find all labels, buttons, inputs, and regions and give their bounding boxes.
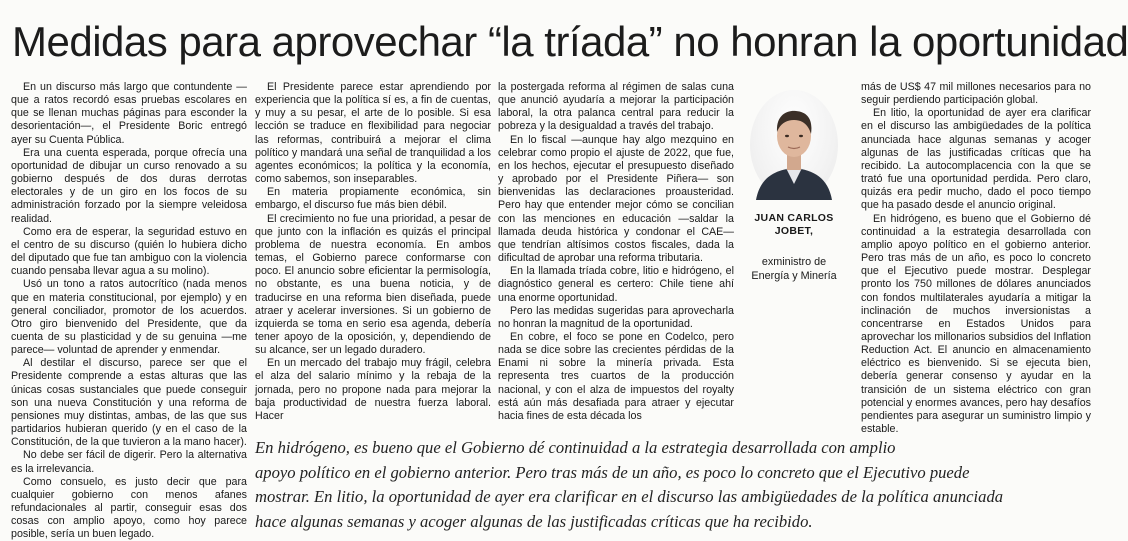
paragraph: Pero las medidas sugeridas para aprovecharla no honran la magnitud de la oportunidad. [498, 304, 734, 330]
pull-quote-line: mostrar. En litio, la oportunidad de ayer era clarificar en el discurso las ambigüedades de la política anunciada [255, 487, 1004, 506]
article-column-1 [11, 81, 247, 541]
pull-quote-line: En hidrógeno, es bueno que el Gobierno dé continuidad a la estrategia desarrollada con amplio [255, 438, 896, 457]
author-role-line: Energía y Minería [751, 269, 837, 282]
paragraph: El crecimiento no fue una prioridad, a pesar de que junto con la inflación es quizás el principal problema de nuestra economía. En ambos temas, el Gobierno parece conformarse con poco. El anuncio sobre eficientar la permisología, no obstante, es una buena noticia, y de traducirse en una reforma bien diseñada, puede atraer y acelerar inversiones. Si un gobierno de izquierda se toma en serio esa agenda, debería tener apoyo de la oposición, y, dependiendo de su alcance, ser un legado duradero. [255, 212, 491, 357]
paragraph: En la llamada tríada cobre, litio e hidrógeno, el diagnóstico general es certero: Chile tiene ahí una enorme oportunidad. [498, 265, 734, 304]
paragraph: En litio, la oportunidad de ayer era clarificar en el discurso las ambigüedades de la política anunciada hace algunas semanas y acoger algunas de las justificadas críticas que ha recibido. La autocomplacencia con la que se trató fue una oportunidad perdida. Pero claro, quizás era pedir mucho, dado el poco tiempo que ha pasado desde el anuncio original. [861, 107, 1091, 212]
author-box [735, 90, 853, 283]
author-role [735, 256, 853, 283]
author-role-line: exministro de [761, 256, 827, 268]
headline: Medidas para aprovechar “la tríada” no honran la oportunidad [12, 18, 1128, 65]
paragraph: En cobre, el foco se pone en Codelco, pero nada se dice sobre las crecientes pérdidas de la Enami ni sobre la minería privada. Esta representa tres cuartos de la producción nacional, y con el alza de impuestos del royalty está aún más desafiada para atraer y ejecutar hacia fines de esta década los [498, 330, 734, 422]
paragraph: Al destilar el discurso, parece ser que el Presidente comprende a estas alturas que las únicas cosas sustanciales que puede conseguir son una nueva Constitución y una reforma de pensiones muy distintas, ambas, de las que sus partidarios hubieran querido (y en el caso de la Constitución, de la que tuvieron a la mano hacer). [11, 357, 247, 449]
paragraph: la postergada reforma al régimen de salas cuna que anunció ayudaría a mejorar la participación laboral, la otra palanca central para reducir la pobreza y la desigualdad a través del trabajo. [498, 81, 734, 133]
article-column-4 [861, 81, 1091, 436]
paragraph: En un discurso más largo que contundente —que a ratos recordó esas pruebas escolares en que se llenan muchas páginas para esconder la desorientación—, el Presidente Boric entregó ayer su Cuenta Pública. [11, 81, 247, 146]
article-column-3 [498, 81, 734, 421]
paragraph: En un mercado del trabajo muy frágil, celebra el alza del salario mínimo y la rebaja de la jornada, pero no propone nada para mejorar la baja productividad de nuestra fuerza laboral. Hacer [255, 357, 491, 422]
author-photo [750, 90, 838, 200]
pull-quote [255, 436, 1095, 534]
paragraph: El Presidente parece estar aprendiendo por experiencia que la política sí es, a fin de cuentas, y muy a su pesar, el arte de lo posible. Si esa lección se traduce en flexibilidad para negociar las reformas, contribuirá a mejorar el clima político y mandará una señal de tranquilidad a los agentes económicos; la política y la economía, como sabemos, son inseparables. [255, 81, 491, 186]
pull-quote-line: hace algunas semanas y acoger algunas de las justificadas críticas que ha recibido. [255, 511, 813, 531]
paragraph: Usó un tono a ratos autocrítico (nada menos que en materia constitucional, por ejemplo) y en general conciliador, promotor de los acuerdos. Otro giro bienvenido del Presidente, que da cuenta de su plasticidad y de su genuina —me parece— voluntad de aprender y enmendar. [11, 278, 247, 357]
paragraph: Como era de esperar, la seguridad estuvo en el centro de su discurso (quién lo hubiera dicho del diputado que fue tan ambiguo con la violencia cuando pensaba llevar agua a su molino). [11, 225, 247, 278]
paragraph: En hidrógeno, es bueno que el Gobierno dé continuidad a la estrategia desarrollada con amplio apoyo político en el gobierno anterior. Pero tras más de un año, es poco lo concreto que el Ejecutivo puede mostrar. Desplegar pronto los 750 millones de dólares anunciados con fondos multilaterales ayudaría a mitigar la inclinación de muchos inversionistas a concentrarse en Estados Unidos para aprovechar los millonarios subsidios del Inflation Reduction Act. El anuncio en almacenamiento eléctrico es bienvenido. Si se ejecuta bien, debería generar consenso y ayudar en la transición de un sistema eléctrico con gran potencial y enormes avances, pero hay desafíos pendientes para asegurar un suministro limpio y estable. [861, 212, 1091, 436]
paragraph: más de US$ 47 mil millones necesarios para no seguir perdiendo participación global. [861, 81, 1091, 107]
paragraph: En materia propiamente económica, sin embargo, el discurso fue más bien débil. [255, 186, 491, 212]
author-name-line: JOBET, [774, 225, 814, 237]
article-column-2 [255, 81, 491, 421]
author-name-line: JUAN CARLOS [754, 212, 834, 224]
paragraph: Era una cuenta esperada, porque ofrecía una oportunidad de dibujar un curso renovado a su gobierno después de dos duras derrotas electorales y de un giro en los focos de su administración forzado por la siempre veleidosa realidad. [11, 146, 247, 225]
pull-quote-line: apoyo político en el gobierno anterior. Pero tras más de un año, es poco lo concreto que el Ejecutivo puede [255, 462, 970, 482]
paragraph: En lo fiscal —aunque hay algo mezquino en celebrar como propio el ajuste de 2022, que fue, en los hechos, ejecutar el presupuesto diseñado y aprobado por el Presidente Piñera— son bienvenidas las declaraciones proausteridad. Pero hay que entender mejor cómo se concilian con las menciones en educación —saldar la llamada deuda histórica y condonar el CAE— que tendrían altísimos costos fiscales, dada la dificultad de aprobar una reforma tributaria. [498, 133, 734, 265]
paragraph: No debe ser fácil de digerir. Pero la alternativa es la irrelevancia. [11, 449, 247, 475]
paragraph: Como consuelo, es justo decir que para cualquier gobierno con menos afanes refundacionales al partir, conseguir esas dos cosas con amplio apoyo, como hoy parece posible, sería un buen legado. [11, 475, 247, 541]
author-name [735, 212, 853, 238]
